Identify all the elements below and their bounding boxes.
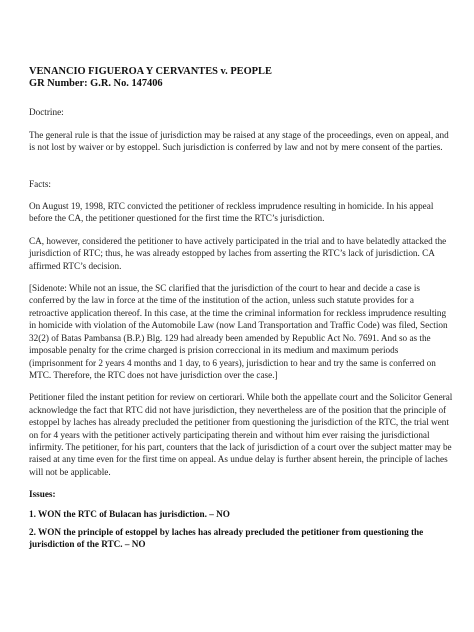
issue-2: 2. WON the principle of estoppel by laches has already precluded the petitioner from questioning the jurisdiction of the RTC. – NO [29, 526, 424, 550]
section-gap [29, 164, 453, 178]
issue-1: 1. WON the RTC of Bulacan has jurisdiction. – NO [29, 508, 230, 519]
facts-paragraph-4: Petitioner filed the instant petition for review on certiorari. While both the appellate court and the Solicitor General acknowledge the fact that RTC did not have jurisdiction, they nevertheless are of the position that the principle of estoppel by laches has already precluded the petitioner from questioning the jurisdiction of the RTC, the trial went on for 4 years with the petitioner actively participating therein and without him ever raising the jurisdictional infirmity. The petitioner, for his part, counters that the lack of jurisdiction of a court over the subject matter may be raised at any time even for the first time on appeal. As undue delay is further absent herein, the principle of laches will not be applicable. [29, 392, 453, 477]
facts-sidenote: [Sidenote: While not an issue, the SC clarified that the jurisdiction of the court to hear and decide a case is conferred by the law in force at the time of the institution of the action, unless such statute provides for a retroactive application thereof. In this case, at the time the criminal information for reckless imprudence resulting in homicide with violation of the Automobile Law (now Land Transportation and Traffic Code) was filed, Section 32(2) of Batas Pambansa (B.P.) Blg. 129 had already been amended by Republic Act No. 7691. And so as the imposable penalty for the crime charged is prision correccional in its medium and maximum periods (imprisonment for 2 years 4 months and 1 day, to 6 years), jurisdiction to hear and try the same is conferred on MTC. Therefore, the RTC does not have jurisdiction over the case.] [29, 283, 448, 380]
issues-label: Issues: [29, 489, 56, 500]
facts-paragraph-2: CA, however, considered the petitioner to have actively participated in the trial and to have belatedly attacked the jurisdiction of RTC; thus, he was already estopped by laches from asserting the RTC’s lack of jurisdiction. CA affirmed RTC’s decision. [29, 235, 447, 271]
gr-number: GR Number: G.R. No. 147406 [29, 78, 163, 90]
facts-label: Facts: [29, 178, 51, 189]
doctrine-label: Doctrine: [29, 107, 64, 118]
case-digest-page [29, 66, 453, 557]
doctrine-text: The general rule is that the issue of jurisdiction may be raised at any stage of the proceedings, even on appeal, and is not lost by waiver or by estoppel. Such jurisdiction is conferred by law and not by mere consent of the parties. [29, 129, 449, 153]
facts-paragraph-1: On August 19, 1998, RTC convicted the petitioner of reckless imprudence resulting in homicide. In his appeal before the CA, the petitioner questioned for the first time the RTC’s jurisdiction. [29, 201, 434, 224]
case-title: VENANCIO FIGUEROA Y CERVANTES v. PEOPLE [29, 66, 272, 77]
